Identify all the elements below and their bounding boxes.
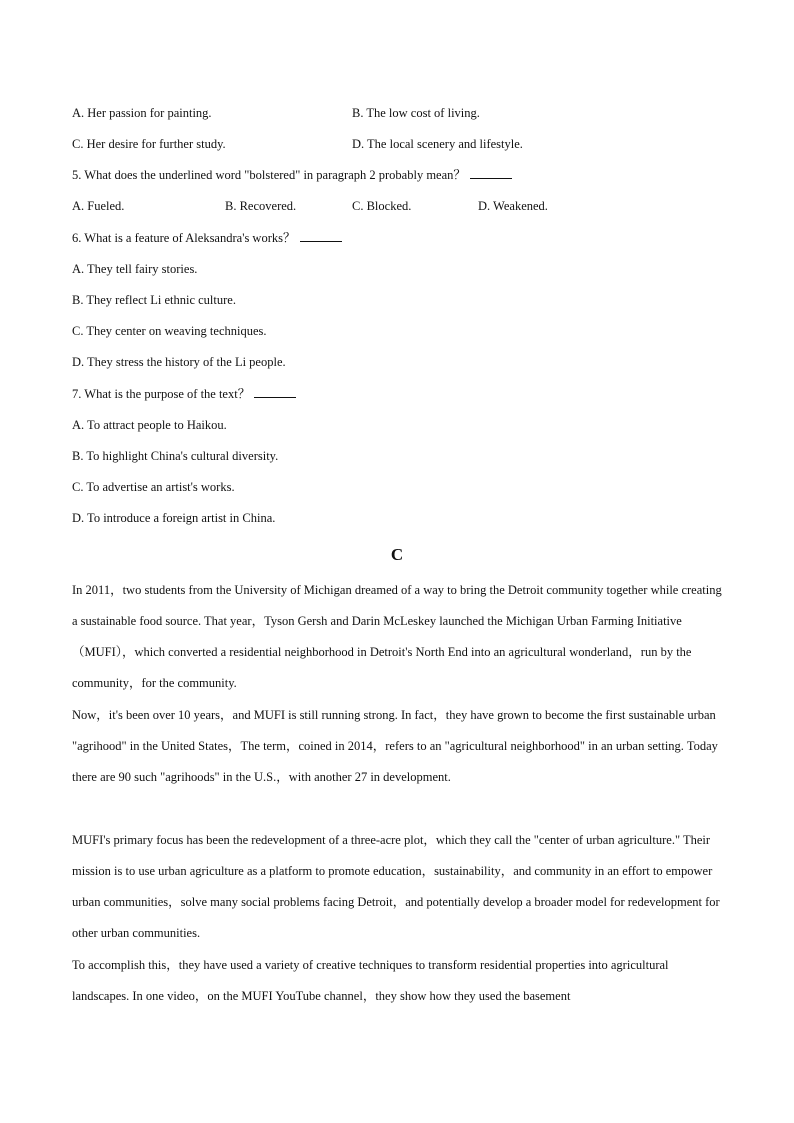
q6-question-text: 6. What is a feature of Aleksandra's works？ <box>72 231 296 245</box>
q4-option-a[interactable]: A. Her passion for painting. <box>72 106 212 120</box>
q4-option-d[interactable]: D. The local scenery and lifestyle. <box>352 137 523 151</box>
q5-question-text: 5. What does the underlined word "bolstered" in paragraph 2 probably mean？ <box>72 168 466 182</box>
q5-option-a[interactable]: A. Fueled. <box>72 199 125 213</box>
q4-option-c[interactable]: C. Her desire for further study. <box>72 137 226 151</box>
q7-option-b[interactable]: B. To highlight China's cultural diversity. <box>72 449 279 463</box>
passage-paragraph-2: Now，it's been over 10 years，and MUFI is still running strong. In fact，they have grown to become the first sustainable urban "agrihood" in the United States，The term，coined in 2014，refers to an "agricultural neighborhood" in an urban setting. Today there are 90 such "agrihoods" in the U.S.，with another 27 in development. <box>72 708 718 784</box>
q7-option-d[interactable]: D. To introduce a foreign artist in China. <box>72 511 276 525</box>
q5-question <box>72 167 512 183</box>
q7-option-c[interactable]: C. To advertise an artist's works. <box>72 480 235 494</box>
q6-option-b[interactable]: B. They reflect Li ethnic culture. <box>72 293 236 307</box>
q6-option-c[interactable]: C. They center on weaving techniques. <box>72 324 267 338</box>
q6-answer-blank <box>300 230 342 242</box>
q5-option-d[interactable]: D. Weakened. <box>478 199 548 213</box>
passage-paragraph-3: MUFI's primary focus has been the redevelopment of a three-acre plot，which they call the "center of urban agriculture." Their mission is to use urban agriculture as a platform to promote education，sustainability，and community in an effort to empower urban communities，solve many social problems facing Detroit，and potentially develop a broader model for redevelopment for other urban communities. <box>72 833 720 940</box>
passage-paragraph-1: In 2011，two students from the University of Michigan dreamed of a way to bring the Detroit community together while creating a sustainable food source. That year，Tyson Gersh and Darin McLeskey launched the Michigan Urban Farming Initiative （MUFI），which converted a residential neighborhood in Detroit's North End into an agricultural wonderland，run by the community，for the community. <box>72 583 722 690</box>
q6-question <box>72 230 342 246</box>
q5-answer-blank <box>470 167 512 179</box>
q6-option-d[interactable]: D. They stress the history of the Li people. <box>72 355 286 369</box>
passage-paragraph-4: To accomplish this，they have used a variety of creative techniques to transform residential properties into agricultural landscapes. In one video，on the MUFI YouTube channel，they show how they used the basement <box>72 958 669 1003</box>
q4-option-b[interactable]: B. The low cost of living. <box>352 106 480 120</box>
q6-option-a[interactable]: A. They tell fairy stories. <box>72 262 198 276</box>
q5-option-c[interactable]: C. Blocked. <box>352 199 412 213</box>
q7-answer-blank <box>254 386 296 398</box>
q7-option-a[interactable]: A. To attract people to Haikou. <box>72 418 227 432</box>
q7-question <box>72 386 296 402</box>
section-heading-c: C <box>390 545 404 564</box>
q7-question-text: 7. What is the purpose of the text？ <box>72 387 251 401</box>
q5-option-b[interactable]: B. Recovered. <box>225 199 297 213</box>
